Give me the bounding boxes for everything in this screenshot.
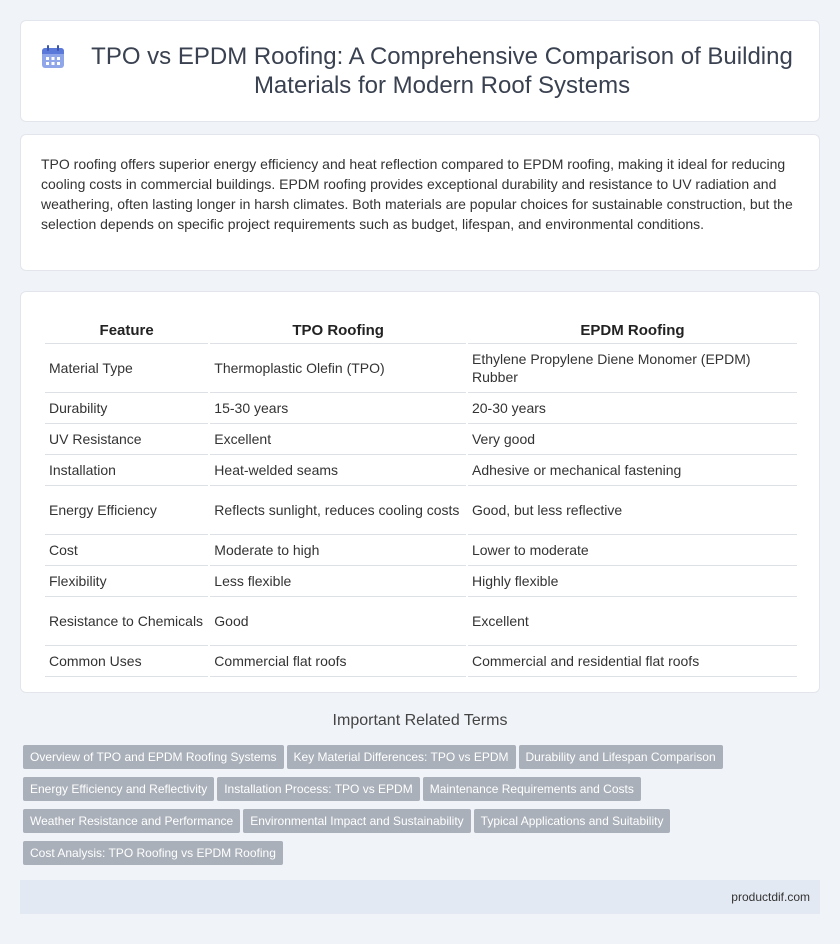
table-cell: Good, but less reflective bbox=[468, 486, 797, 535]
related-term-tag[interactable]: Typical Applications and Suitability bbox=[474, 809, 671, 833]
column-header: TPO Roofing bbox=[210, 312, 466, 344]
title-card bbox=[20, 20, 820, 122]
related-term-tag[interactable]: Energy Efficiency and Reflectivity bbox=[23, 777, 214, 801]
page-title: TPO vs EPDM Roofing: A Comprehensive Comparison of Building Materials for Modern Roof Systems bbox=[91, 43, 793, 99]
table-row bbox=[45, 597, 797, 646]
column-header: Feature bbox=[45, 312, 208, 344]
table-cell: Installation bbox=[45, 455, 208, 486]
table-row bbox=[45, 535, 797, 566]
related-terms-list bbox=[23, 745, 813, 873]
table-cell: Moderate to high bbox=[210, 535, 466, 566]
related-term-tag[interactable]: Durability and Lifespan Comparison bbox=[519, 745, 723, 769]
comparison-table-card bbox=[20, 291, 820, 693]
table-cell: UV Resistance bbox=[45, 424, 208, 455]
table-cell: Ethylene Propylene Diene Monomer (EPDM) Rubber bbox=[468, 344, 797, 393]
table-cell: Reflects sunlight, reduces cooling costs bbox=[210, 486, 466, 535]
table-cell: Resistance to Chemicals bbox=[45, 597, 208, 646]
table-row bbox=[45, 455, 797, 486]
table-cell: Thermoplastic Olefin (TPO) bbox=[210, 344, 466, 393]
related-term-tag[interactable]: Installation Process: TPO vs EPDM bbox=[217, 777, 420, 801]
table-row bbox=[45, 486, 797, 535]
summary-card bbox=[20, 134, 820, 271]
footer-site-link[interactable]: productdif.com bbox=[731, 890, 810, 904]
related-term-tag[interactable]: Key Material Differences: TPO vs EPDM bbox=[287, 745, 516, 769]
table-cell: Material Type bbox=[45, 344, 208, 393]
related-term-tag[interactable]: Environmental Impact and Sustainability bbox=[243, 809, 470, 833]
related-term-tag[interactable]: Overview of TPO and EPDM Roofing Systems bbox=[23, 745, 284, 769]
table-cell: Commercial and residential flat roofs bbox=[468, 646, 797, 677]
table-header-row bbox=[45, 312, 797, 344]
table-cell: Lower to moderate bbox=[468, 535, 797, 566]
comparison-table bbox=[43, 312, 799, 677]
summary-text: TPO roofing offers superior energy efficiency and heat reflection compared to EPDM roofing, making it ideal for reducing cooling costs in commercial buildings. EPDM roofing provides exceptional durability and resistance to UV radiation and weathering, often lasting longer in harsh climates. Both materials are popular choices for sustainable construction, but the selection depends on specific project requirements such as budget, lifespan, and environmental conditions. bbox=[41, 156, 793, 232]
table-cell: Durability bbox=[45, 393, 208, 424]
table-cell: Very good bbox=[468, 424, 797, 455]
table-cell: Common Uses bbox=[45, 646, 208, 677]
table-row bbox=[45, 566, 797, 597]
table-cell: Good bbox=[210, 597, 466, 646]
table-row bbox=[45, 344, 797, 393]
table-cell: Energy Efficiency bbox=[45, 486, 208, 535]
table-cell: Cost bbox=[45, 535, 208, 566]
table-cell: Excellent bbox=[210, 424, 466, 455]
footer bbox=[20, 880, 820, 914]
table-cell: Flexibility bbox=[45, 566, 208, 597]
table-cell: 15-30 years bbox=[210, 393, 466, 424]
table-cell: Commercial flat roofs bbox=[210, 646, 466, 677]
related-term-tag[interactable]: Maintenance Requirements and Costs bbox=[423, 777, 641, 801]
related-term-tag[interactable]: Cost Analysis: TPO Roofing vs EPDM Roofing bbox=[23, 841, 283, 865]
table-cell: Excellent bbox=[468, 597, 797, 646]
table-row bbox=[45, 646, 797, 677]
table-cell: Adhesive or mechanical fastening bbox=[468, 455, 797, 486]
related-term-tag[interactable]: Weather Resistance and Performance bbox=[23, 809, 240, 833]
table-cell: Heat-welded seams bbox=[210, 455, 466, 486]
table-row bbox=[45, 424, 797, 455]
table-cell: 20-30 years bbox=[468, 393, 797, 424]
related-terms-heading: Important Related Terms bbox=[332, 712, 508, 729]
table-cell: Less flexible bbox=[210, 566, 466, 597]
column-header: EPDM Roofing bbox=[468, 312, 797, 344]
table-cell: Highly flexible bbox=[468, 566, 797, 597]
calendar-icon bbox=[40, 44, 66, 70]
table-row bbox=[45, 393, 797, 424]
